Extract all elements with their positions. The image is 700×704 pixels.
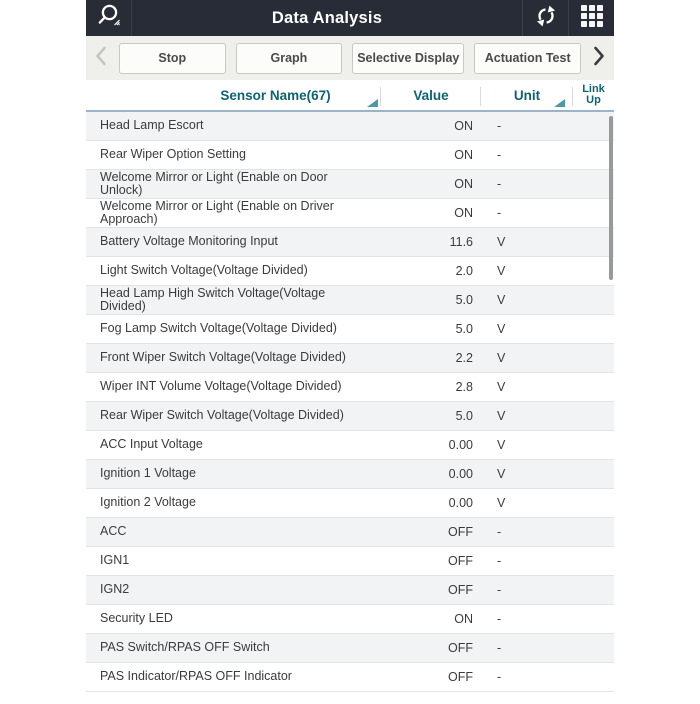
table-row[interactable] [86,141,614,170]
sensor-value-cell: OFF [448,641,473,655]
sensor-unit-cell: V [497,235,506,249]
toolbar-buttons [114,43,586,74]
titlebar [86,0,614,36]
toolbar-button[interactable]: Actuation Test [474,43,581,74]
sensor-name-cell: Light Switch Voltage(Voltage Divided) [100,263,308,278]
apps-grid-button[interactable] [569,0,614,36]
sensor-unit-cell: V [497,380,506,394]
table-row[interactable] [86,373,614,402]
table-row[interactable] [86,402,614,431]
table-row[interactable] [86,489,614,518]
table-row[interactable] [86,112,614,141]
sensor-unit-cell: V [497,322,506,336]
sensor-name-cell: IGN1 [100,553,130,568]
toolbar-button[interactable]: Graph [236,43,343,74]
sensor-unit-cell: - [497,148,502,162]
column-header-unit[interactable] [481,80,573,110]
column-label-unit: Unit [513,87,541,103]
page-title: Data Analysis [271,8,383,27]
sensor-name-cell: IGN2 [100,582,130,597]
search-button[interactable] [86,0,131,36]
sensor-value-cell: 2.8 [455,380,473,394]
toolbar-button[interactable]: Stop [119,43,226,74]
table-row[interactable] [86,170,614,199]
sensor-value-cell: OFF [448,525,473,539]
chevron-left-icon [94,45,108,72]
sensor-unit-cell: V [497,293,506,307]
sensor-value-cell: 5.0 [455,322,473,336]
sensor-unit-cell: V [497,351,506,365]
refresh-icon [534,4,558,33]
apps-grid-icon [581,5,603,32]
sort-indicator-icon [367,99,378,107]
sensor-unit-cell: V [497,467,506,481]
sort-indicator-icon [554,99,565,107]
sensor-unit-cell: V [497,438,506,452]
sensor-value-cell: ON [454,148,473,162]
sensor-unit-cell: - [497,206,502,220]
sensor-unit-cell: V [497,264,506,278]
sensor-name-cell: PAS Switch/RPAS OFF Switch [100,640,270,655]
table-row[interactable] [86,634,614,663]
sensor-value-cell: OFF [448,670,473,684]
table-row[interactable] [86,431,614,460]
sensor-name-cell: ACC Input Voltage [100,437,203,452]
sensor-name-cell: Rear Wiper Option Setting [100,147,246,162]
toolbar [86,36,614,80]
column-label-sensor-name: Sensor Name(67) [220,87,331,103]
table-row[interactable] [86,228,614,257]
sensor-value-cell: 0.00 [448,496,473,510]
sensor-name-cell: Head Lamp Escort [100,118,204,133]
sensor-unit-cell: - [497,641,502,655]
table-header [86,80,614,112]
column-header-link-up[interactable] [573,80,614,110]
chevron-right-icon [592,45,606,72]
toolbar-button[interactable]: Selective Display [352,43,464,74]
sensor-name-cell: Wiper INT Volume Voltage(Voltage Divided) [100,379,342,394]
sensor-name-cell: Rear Wiper Switch Voltage(Voltage Divided) [100,408,344,423]
sensor-value-cell: OFF [448,583,473,597]
sensor-name-cell: Security LED [100,611,173,626]
sensor-unit-cell: - [497,583,502,597]
column-label-link-up: Link Up [582,82,605,106]
sensor-value-cell: 2.0 [455,264,473,278]
column-header-value[interactable] [381,80,481,110]
sensor-value-cell: 5.0 [455,293,473,307]
table-row[interactable] [86,286,614,315]
sensor-value-cell: 5.0 [455,409,473,423]
sensor-value-cell: OFF [448,554,473,568]
table-row[interactable] [86,344,614,373]
sensor-unit-cell: V [497,496,506,510]
sensor-value-cell: ON [454,206,473,220]
toolbar-scroll-left-button[interactable] [88,36,114,80]
column-label-value: Value [413,87,449,103]
diagnostic-app-window [86,0,614,704]
toolbar-scroll-right-button[interactable] [586,36,612,80]
table-row[interactable] [86,576,614,605]
refresh-button[interactable] [523,0,568,36]
sensor-value-cell: 0.00 [448,438,473,452]
sensor-name-cell: PAS Indicator/RPAS OFF Indicator [100,669,292,684]
table-row[interactable] [86,460,614,489]
table-row[interactable] [86,199,614,228]
table-row[interactable] [86,315,614,344]
sensor-name-cell: Ignition 2 Voltage [100,495,196,510]
sensor-name-cell: Ignition 1 Voltage [100,466,196,481]
sensor-value-cell: ON [454,119,473,133]
table-row[interactable] [86,518,614,547]
table-row[interactable] [86,663,614,692]
sensor-unit-cell: - [497,670,502,684]
sensor-name-cell: Welcome Mirror or Light (Enable on Driver Approach) [100,198,334,226]
sensor-unit-cell: - [497,554,502,568]
sensor-value-cell: 0.00 [448,467,473,481]
sensor-name-cell: Battery Voltage Monitoring Input [100,234,278,249]
column-header-sensor-name[interactable] [86,80,381,110]
table-row[interactable] [86,257,614,286]
sensor-table-body [86,112,614,692]
table-row[interactable] [86,547,614,576]
sensor-value-cell: 2.2 [455,351,473,365]
sensor-unit-cell: - [497,177,502,191]
search-icon [95,3,123,34]
sensor-value-cell: ON [454,177,473,191]
sensor-name-cell: Head Lamp High Switch Voltage(Voltage Divided) [100,285,326,313]
sensor-unit-cell: V [497,409,506,423]
sensor-value-cell: ON [454,612,473,626]
sensor-value-cell: 11.6 [449,235,473,249]
sensor-name-cell: Welcome Mirror or Light (Enable on Door Unlock) [100,169,328,197]
sensor-unit-cell: - [497,525,502,539]
sensor-name-cell: Fog Lamp Switch Voltage(Voltage Divided) [100,321,337,336]
scrollbar-thumb[interactable] [609,116,613,280]
sensor-unit-cell: - [497,612,502,626]
sensor-name-cell: Front Wiper Switch Voltage(Voltage Divided) [100,350,346,365]
sensor-unit-cell: - [497,119,502,133]
table-row[interactable] [86,605,614,634]
sensor-name-cell: ACC [100,524,127,539]
